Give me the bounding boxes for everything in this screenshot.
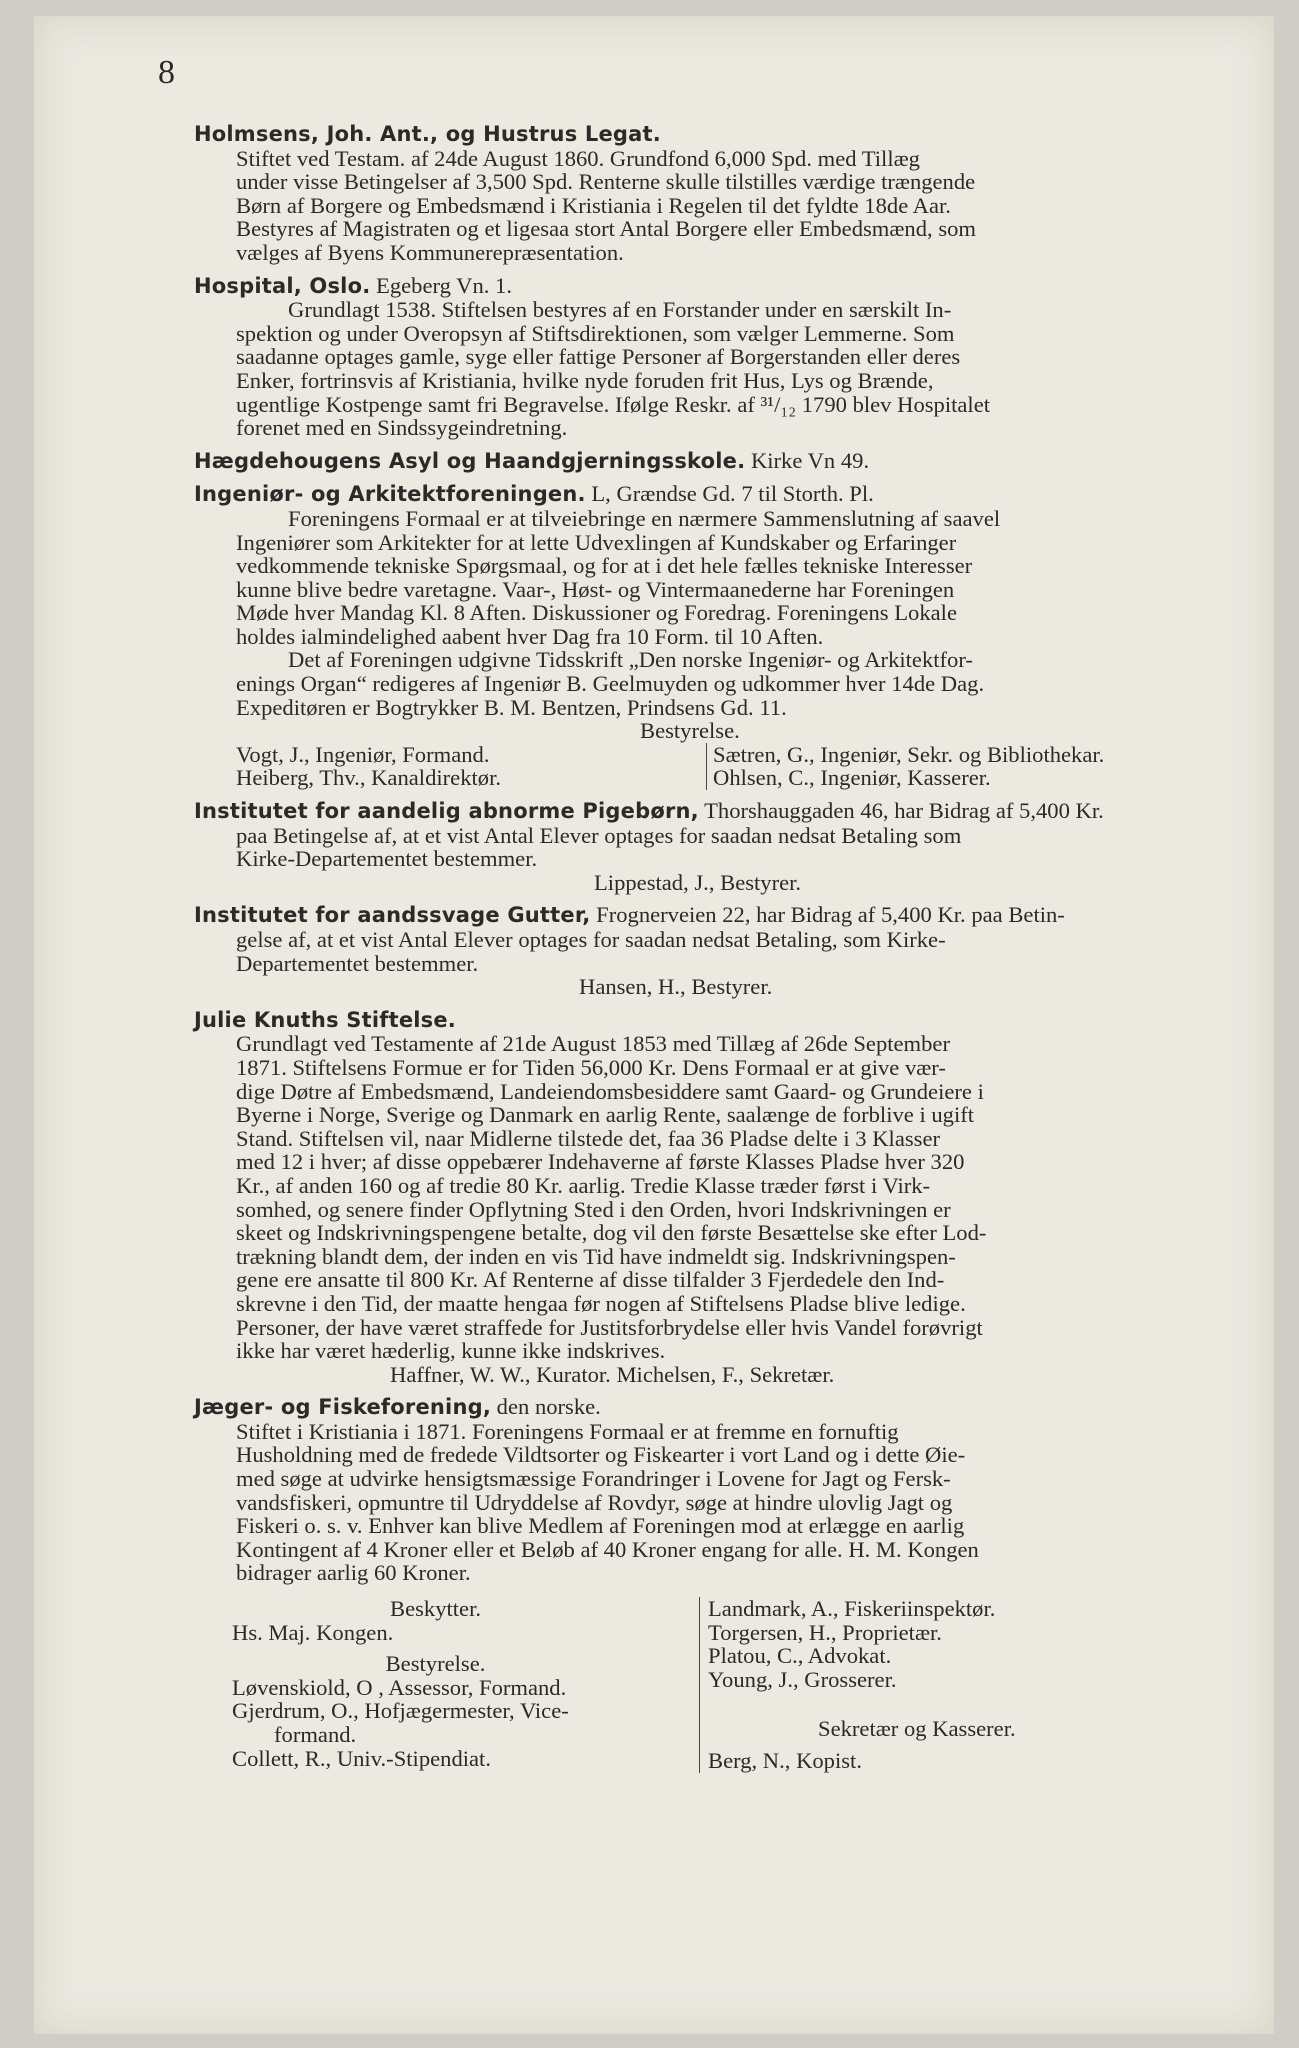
board-member: Ohlsen, C., Ingeniør, Kasserer.	[713, 765, 991, 791]
board-member: Sætren, G., Ingeniør, Sekr. og Bibliothekar.	[713, 741, 1105, 767]
board-member: Løvenskiold, O , Assessor, Formand.	[232, 1674, 567, 1700]
text-line: dige Døtre af Embedsmænd, Landeiendomsbesiddere samt Gaard- og Grundeiere i	[236, 1078, 984, 1104]
text-line: Grundlagt ved Testamente af 21de August 1853 med Tillæg af 26de September	[236, 1031, 950, 1057]
page	[34, 16, 1274, 2034]
entry-gutter	[194, 903, 1214, 998]
board-title: Bestyrelse.	[385, 1651, 486, 1677]
entry-heading: Institutet for aandelig abnorme Pigebørn,	[194, 799, 699, 824]
protector-title: Beskytter.	[390, 1596, 481, 1622]
entry-hospital	[194, 274, 1214, 440]
text-line: Det af Foreningen udgivne Tidsskrift „Den norske Ingeniør- og Arkitektfor-	[288, 647, 973, 673]
text-line: Departementet bestemmer.	[236, 950, 479, 976]
entry-address: L, Grændse Gd. 7 til Storth. Pl.	[591, 481, 874, 507]
signature: Haffner, W. W., Kurator. Michelsen, F., Sekretær.	[390, 1361, 835, 1387]
text-line: 1871. Stiftelsens Formue er for Tiden 56,000 Kr. Dens Formaal er at give vær-	[236, 1054, 946, 1080]
text-line: Stiftet i Kristiania i 1871. Foreningens Formaal er at fremme en fornuftig	[236, 1418, 899, 1444]
board-member: Collett, R., Univ.-Stipendiat.	[232, 1745, 491, 1771]
entry-address: Egeberg Vn. 1.	[376, 272, 513, 298]
text-line: enings Organ“ redigeres af Ingeniør B. Geelmuyden og udkommer hver 14de Dag.	[236, 671, 985, 697]
text-line: gene ere ansatte til 800 Kr. Af Renterne af disse tilfalder 3 Fjerdedele den Ind-	[236, 1267, 945, 1293]
text-line: vedkommende tekniske Spørgsmaal, og for at i det hele fælles tekniske Interesser	[236, 553, 973, 579]
text-line: Stiftet ved Testam. af 24de August 1860. Grundfond 6,000 Spd. med Tillæg	[236, 145, 920, 171]
text-line: Fiskeri o. s. v. Enhver kan blive Medlem af Foreningen mod at erlægge en aarlig	[236, 1513, 965, 1539]
board-member: Vogt, J., Ingeniør, Formand.	[236, 741, 490, 767]
entry-heading: Ingeniør- og Arkitektforeningen.	[194, 482, 586, 507]
board-member: formand.	[274, 1722, 357, 1747]
text-line: bidrager aarlig 60 Kroner.	[236, 1560, 471, 1586]
board-member: Gjerdrum, O., Hofjægermester, Vice-	[232, 1698, 569, 1724]
text-line: holdes ialmindelighed aabent hver Dag fra 10 Form. til 10 Aften.	[236, 623, 824, 649]
board-member: Young, J., Grosserer.	[708, 1666, 897, 1692]
text-line: trækning blandt dem, der inden en vis Tid have indmeldt sig. Indskrivningspen-	[236, 1243, 956, 1269]
board-left	[194, 1597, 699, 1773]
text-line: Bestyres af Magistraten og et ligesaa stort Antal Borgere eller Embedsmænd, som	[236, 216, 976, 242]
text-line: med søge at udvirke hensigtsmæssige Forandringer i Lovene for Jagt og Fersk-	[236, 1466, 951, 1492]
board-member: Heiberg, Thv., Kanaldirektør.	[236, 765, 501, 791]
text-line: ugentlige Kostpenge samt fri Begravelse. Ifølge Reskr. af ³¹/₁₂ 1790 blev Hospitalet	[236, 391, 990, 417]
text-line: somhed, og senere finder Opflytning Sted i den Orden, hvori Indskrivningen er	[236, 1196, 951, 1222]
text-line: kunne blive bedre varetagne. Vaar-, Høst- og Vintermaanederne har Foreningen	[236, 576, 955, 602]
text-line: Møde hver Mandag Kl. 8 Aften. Diskussioner og Foredrag. Foreningens Lokale	[236, 600, 957, 626]
text-line: vælges af Byens Kommunerepræsentation.	[236, 239, 624, 265]
secretary: Berg, N., Kopist.	[708, 1748, 862, 1773]
entry-heading: Jæger- og Fiskeforening,	[194, 1395, 492, 1420]
secretary-title: Sekretær og Kasserer.	[818, 1716, 1016, 1742]
entry-lead: Frognerveien 22, har Bidrag af 5,400 Kr. paa Betin-	[596, 902, 1065, 928]
protector: Hs. Maj. Kongen.	[232, 1619, 394, 1645]
text-line: ikke har været hæderlig, kunne ikke indskrives.	[236, 1338, 666, 1364]
entry-jaeger	[194, 1395, 1214, 1772]
text-line: vandsfiskeri, opmuntre til Udryddelse af Rovdyr, søge at hindre ulovlig Jagt og	[236, 1489, 953, 1515]
board-member: Torgersen, H., Proprietær.	[708, 1619, 942, 1645]
board-right	[706, 743, 1214, 790]
text-line: Expeditøren er Bogtrykker B. M. Bentzen, Prindsens Gd. 11.	[236, 694, 787, 720]
text-line: Kirke-Departementet bestemmer.	[236, 846, 538, 872]
text-line: paa Betingelse af, at et vist Antal Elever optages for saadan nedsat Betaling som	[236, 822, 962, 848]
page-text	[194, 122, 1214, 1782]
text-line: skrevne i den Tid, der maatte hengaa før nogen af Stiftelsens Pladse blive ledige.	[236, 1290, 966, 1316]
text-line: Grundlagt 1538. Stiftelsen bestyres af en Forstander under en særskilt In-	[288, 297, 952, 323]
text-line: Byerne i Norge, Sverige og Danmark en aarlig Rente, saalænge de forblive i ugift	[236, 1102, 975, 1128]
board-member: Platou, C., Advokat.	[708, 1643, 892, 1669]
text-line: Foreningens Formaal er at tilveiebringe en nærmere Sammenslutning af saavel	[288, 505, 1001, 531]
page-number: 8	[158, 54, 175, 91]
text-line: Ingeniører som Arkitekter for at lette Udvexlingen af Kundskaber og Erfaringer	[236, 529, 957, 555]
signature: Hansen, H., Bestyrer.	[579, 974, 773, 1000]
text-line: Enker, fortrinsvis af Kristiania, hvilke nyde foruden frit Hus, Lys og Brænde,	[236, 367, 934, 393]
text-line: saadanne optages gamle, syge eller fattige Personer af Borgerstanden eller deres	[236, 344, 961, 370]
text-line: forenet med en Sindssygeindretning.	[236, 415, 568, 441]
text-line: Husholdning med de fredede Vildtsorter og Fiskearter i vort Land og i dette Øie-	[236, 1442, 966, 1468]
text-line: Kr., af anden 160 og af tredie 80 Kr. aarlig. Tredie Klasse træder først i Virk-	[236, 1172, 931, 1198]
board-left	[236, 743, 706, 790]
board-columns	[194, 743, 1214, 790]
entry-heading: Holmsens, Joh. Ant., og Hustrus Legat.	[194, 122, 661, 146]
entry-heading: Institutet for aandssvage Gutter,	[194, 903, 591, 928]
board-title: Bestyrelse.	[640, 718, 740, 744]
signature: Lippestad, J., Bestyrer.	[594, 869, 802, 895]
entry-lead: Thorshauggaden 46, har Bidrag af 5,400 Kr.	[704, 798, 1104, 824]
board-right	[699, 1597, 1214, 1773]
text-line: spektion og under Overopsyn af Stiftsdirektionen, som vælger Lemmerne. Som	[236, 320, 955, 346]
text-line: Personer, der have været straffede for Justitsforbrydelse eller hvis Vandel forøvrigt	[236, 1314, 983, 1340]
text-line: under visse Betingelser af 3,500 Spd. Renterne skulle tilstilles værdige trængende	[236, 169, 976, 195]
text-line: med 12 i hver; af disse oppebærer Indehaverne af første Klasses Pladse hver 320	[236, 1149, 965, 1175]
entry-knuths	[194, 1008, 1214, 1387]
entry-haegdehaugens	[194, 449, 1214, 474]
entry-pigeborn	[194, 799, 1214, 894]
text-line: Børn af Borgere og Embedsmænd i Kristiania i Regelen til det fyldte 18de Aar.	[236, 192, 951, 218]
entry-heading: Hægdehougens Asyl og Haandgjerningsskole.	[194, 448, 746, 473]
entry-heading: Hospital, Oslo.	[194, 273, 371, 298]
board-member: Landmark, A., Fiskeriinspektør.	[708, 1596, 996, 1622]
board-columns	[194, 1597, 1214, 1773]
text-line: gelse af, at et vist Antal Elever optages for saadan nedsat Betaling, som Kirke-	[236, 927, 946, 952]
text-line: skeet og Indskrivningspengene betalte, dog vil den første Besættelse ske efter Lod-	[236, 1220, 987, 1246]
entry-address: Kirke Vn 49.	[750, 447, 870, 473]
entry-holmsens	[194, 122, 1214, 265]
entry-heading: Julie Knuths Stiftelse.	[194, 1007, 456, 1032]
text-line: Stand. Stiftelsen vil, naar Midlerne tilstede det, faa 36 Pladse delte i 3 Klasser	[236, 1125, 940, 1151]
entry-ingenior	[194, 482, 1214, 790]
text-line: Kontingent af 4 Kroner eller et Beløb af 40 Kroner engang for alle. H. M. Kongen	[236, 1536, 979, 1562]
entry-sub: den norske.	[496, 1394, 601, 1420]
